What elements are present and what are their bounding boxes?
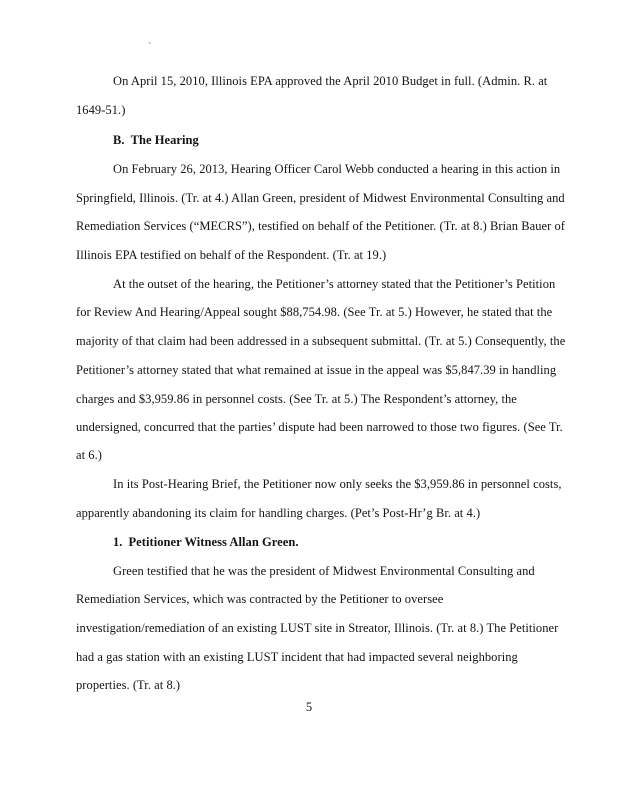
p3-line-5: charges and $3,959.86 in personnel costs. (See Tr. at 5.) The Respondent’s attorney, the <box>76 392 517 406</box>
p5-line-1: Green testified that he was the president of Midwest Environmental Consulting and <box>113 564 535 578</box>
p5-line-2: Remediation Services, which was contracted by the Petitioner to oversee <box>76 592 444 606</box>
p2-line-3: Remediation Services (“MECRS”), testified on behalf of the Petitioner. (Tr. at 8.) Brian Bauer of <box>76 219 566 233</box>
section-heading-b <box>113 133 199 148</box>
p1-line-2: 1649-51.) <box>76 103 126 117</box>
p2-line-4: Illinois EPA testified on behalf of the Respondent. (Tr. at 19.) <box>76 248 387 262</box>
p1-line-1: On April 15, 2010, Illinois EPA approved the April 2010 Budget in full. (Admin. R. at <box>113 74 548 88</box>
section-heading-b-label: B. <box>113 133 125 147</box>
p3-line-4: Petitioner’s attorney stated that what remained at issue in the appeal was $5,847.39 in handling <box>76 363 557 377</box>
p3-line-3: majority of that claim had been addressed in a subsequent submittal. (Tr. at 5.) Consequently, the <box>76 334 566 348</box>
subsection-heading-1-label: 1. <box>113 535 123 549</box>
p3-line-2: for Review And Hearing/Appeal sought $88,754.98. (See Tr. at 5.) However, he stated that the <box>76 305 553 319</box>
p4-line-2: apparently abandoning its claim for handling charges. (Pet’s Post-Hr’g Br. at 4.) <box>76 506 481 520</box>
page-number: 5 <box>305 700 313 714</box>
stray-mark: ` <box>148 42 152 53</box>
section-heading-b-title: The Hearing <box>130 133 199 147</box>
p5-line-5: properties. (Tr. at 8.) <box>76 678 181 692</box>
p3-line-7: at 6.) <box>76 448 102 462</box>
p3-line-1: At the outset of the hearing, the Petitioner’s attorney stated that the Petitioner’s Petition <box>113 277 556 291</box>
p2-line-2: Springfield, Illinois. (Tr. at 4.) Allan Green, president of Midwest Environmental Consulting and <box>76 191 565 205</box>
p5-line-3: investigation/remediation of an existing LUST site in Streator, Illinois. (Tr. at 8.) The Petitioner <box>76 621 559 635</box>
subsection-heading-1-title: Petitioner Witness Allan Green. <box>128 535 299 549</box>
subsection-heading-1 <box>113 535 299 550</box>
p4-line-1: In its Post-Hearing Brief, the Petitioner now only seeks the $3,959.86 in personnel costs, <box>113 477 562 491</box>
p5-line-4: had a gas station with an existing LUST incident that had impacted several neighboring <box>76 650 518 664</box>
p2-line-1: On February 26, 2013, Hearing Officer Carol Webb conducted a hearing in this action in <box>113 162 561 176</box>
p3-line-6: undersigned, concurred that the parties’ dispute had been narrowed to those two figures. (See Tr. <box>76 420 563 434</box>
